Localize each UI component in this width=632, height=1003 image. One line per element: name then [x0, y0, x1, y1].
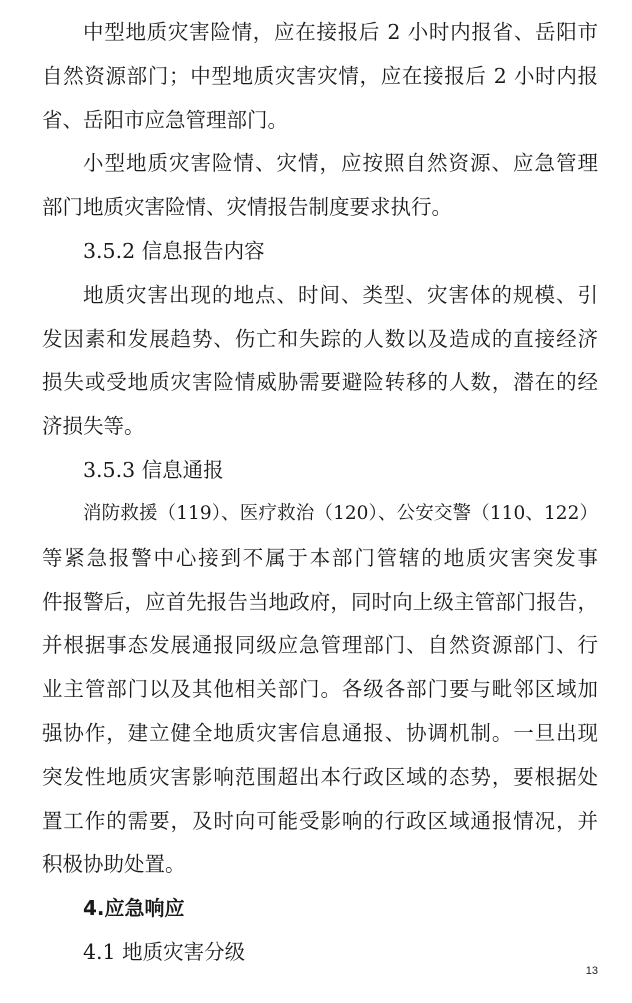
paragraph-line: 中型地质灾害险情，应在接报后 2 小时内报省、岳阳市 — [83, 20, 598, 44]
section-heading-4-1: 4.1 地质灾害分级 — [83, 940, 246, 964]
paragraph-line: 业主管部门以及其他相关部门。各级各部门要与毗邻区域加 — [42, 677, 598, 701]
paragraph-line: 小型地质灾害险情、灾情，应按照自然资源、应急管理 — [83, 151, 598, 175]
paragraph-line: 省、岳阳市应急管理部门。 — [42, 108, 288, 132]
paragraph-line: 件报警后，应首先报告当地政府，同时向上级主管部门报告， — [42, 590, 598, 614]
paragraph-line: 置工作的需要，及时向可能受影响的行政区域通报情况，并 — [42, 809, 598, 833]
paragraph-line: 济损失等。 — [42, 414, 145, 438]
paragraph-line: 地质灾害出现的地点、时间、类型、灾害体的规模、引 — [83, 283, 598, 307]
page-number: 13 — [585, 965, 598, 977]
paragraph-line: 自然资源部门；中型地质灾害灾情，应在接报后 2 小时内报 — [42, 64, 598, 88]
paragraph-line: 消防救援（119）、医疗救治（120）、公安交警（110、122） — [83, 503, 598, 524]
paragraph-line: 强协作，建立健全地质灾害信息通报、协调机制。一旦出现 — [42, 721, 598, 745]
section-heading-3-5-3: 3.5.3 信息通报 — [83, 458, 224, 482]
paragraph-line: 并根据事态发展通报同级应急管理部门、自然资源部门、行 — [42, 633, 598, 657]
paragraph-line: 突发性地质灾害影响范围超出本行政区域的态势，要根据处 — [42, 765, 598, 789]
paragraph-line: 损失或受地质灾害险情威胁需要避险转移的人数，潜在的经 — [42, 370, 598, 394]
paragraph-line: 发因素和发展趋势、伤亡和失踪的人数以及造成的直接经济 — [42, 327, 598, 351]
paragraph-line: 部门地质灾害险情、灾情报告制度要求执行。 — [42, 195, 452, 219]
paragraph-line: 等紧急报警中心接到不属于本部门管辖的地质灾害突发事 — [42, 546, 598, 570]
paragraph-line: 积极协助处置。 — [42, 852, 186, 876]
section-heading-3-5-2: 3.5.2 信息报告内容 — [83, 239, 265, 263]
section-heading-4: 4.应急响应 — [83, 896, 185, 920]
